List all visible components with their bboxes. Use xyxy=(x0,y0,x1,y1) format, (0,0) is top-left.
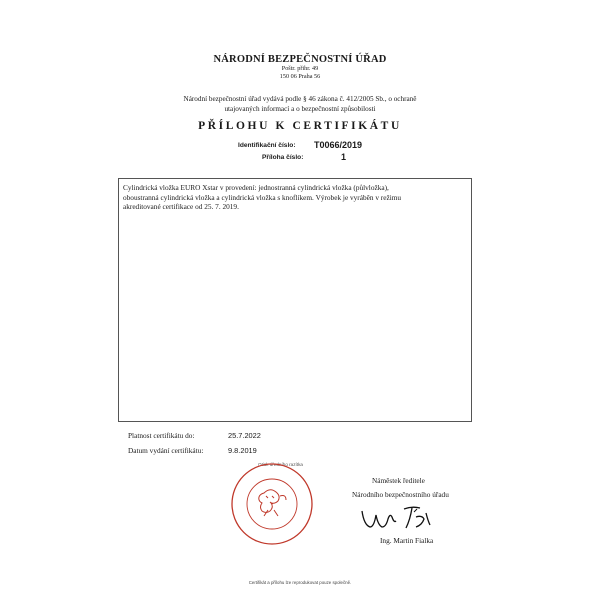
po-box: Poštr. přihr. 49 xyxy=(281,65,319,72)
annex-number-value: 1 xyxy=(341,152,347,162)
document-title: PŘÍLOHU K CERTIFIKÁTU xyxy=(198,120,402,132)
intro-line: Národní bezpečnostní úřad vydává podle § 46 zákona č. 412/2005 Sb., o ochraně xyxy=(183,95,417,103)
product-description xyxy=(123,183,467,212)
identification-number-label: Identifikační číslo: xyxy=(238,142,296,149)
description-line: akreditované certifikace od 25. 7. 2019. xyxy=(123,202,239,212)
identification-number-value: T0066/2019 xyxy=(314,140,363,150)
description-line: oboustranná cylindrická vložka a cylindrická vložka s knoflíkem. Výrobek je vyráběn v režimu xyxy=(123,192,402,202)
issue-date-label: Datum vydání certifikátu: xyxy=(128,446,204,455)
handwritten-signature xyxy=(356,503,446,537)
issue-date: 9.8.2019 xyxy=(228,446,257,455)
lion-emblem-icon xyxy=(259,490,286,516)
signature-stroke xyxy=(404,507,430,528)
signature-stroke xyxy=(414,509,417,512)
signatory-name: Ing. Martin Fialka xyxy=(380,536,434,545)
organization-name: NÁRODNÍ BEZPEČNOSTNÍ ÚŘAD xyxy=(213,54,387,65)
intro-line: utajovaných informací a o bezpečnostní způsobilosti xyxy=(224,104,376,113)
annex-number-label: Příloha číslo: xyxy=(262,154,304,161)
intro-statement xyxy=(150,95,450,114)
product-description-box xyxy=(118,178,472,422)
signatory-role-line2: Národního bezpečnostního úřadu xyxy=(352,490,449,499)
footer-note: Certifikát a přílohu lze reprodukovat pouze společně. xyxy=(248,580,352,585)
stamp-caption: Otisk úředního razítka xyxy=(258,462,303,467)
official-stamp xyxy=(228,460,316,546)
signature-stroke xyxy=(362,511,396,527)
postal-address: 150 06 Praha 56 xyxy=(279,73,321,80)
validity-date: 25.7.2022 xyxy=(228,431,261,440)
letterhead xyxy=(0,54,600,81)
description-line: Cylindrická vložka EURO Xstar v provedení: jednostranná cylindrická vložka (půlvložka), xyxy=(123,183,389,192)
signatory-role-line1: Náměstek ředitele xyxy=(372,476,425,485)
validity-label: Platnost certifikátu do: xyxy=(128,431,195,440)
